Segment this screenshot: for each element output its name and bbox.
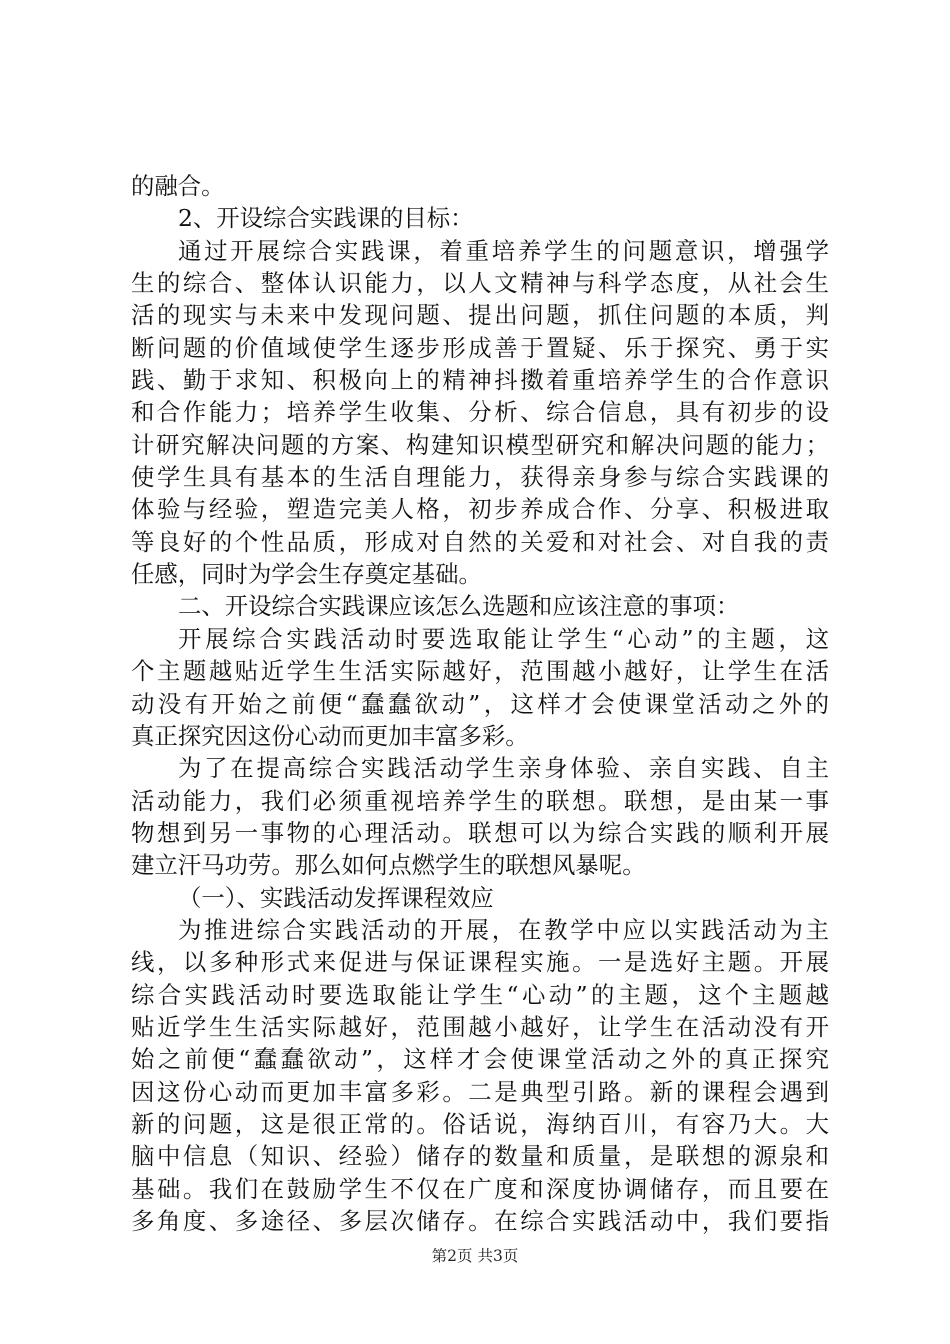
paragraph-line: 始之前便“蠢蠢欲动”，这样才会使课堂活动之外的真正探究 <box>131 1045 829 1074</box>
paragraph-first-line: 为了在提高综合实践活动学生亲身体验、亲自实践、自主 <box>178 754 829 783</box>
paragraph-line: 新的问题，这是很正常的。俗话说，海纳百川，有容乃大。大 <box>131 1109 829 1138</box>
paragraph-line: 使学生具有基本的生活自理能力，获得亲身参与综合实践课的 <box>131 463 829 492</box>
paragraph-line: 物想到另一事物的心理活动。联想可以为综合实践的顺利开展 <box>131 818 829 847</box>
paragraph-first-line: 的融合。 <box>131 172 225 200</box>
paragraph-line: 体验与经验，塑造完美人格，初步养成合作、分享、积极进取 <box>131 495 829 524</box>
paragraph-line: 活动能力，我们必须重视培养学生的联想。联想，是由某一事 <box>131 786 829 815</box>
paragraph-line: 基础。我们在鼓励学生不仅在广度和深度协调储存，而且要在 <box>131 1174 829 1203</box>
paragraph-line: 个主题越贴近学生生活实际越好，范围越小越好，让学生在活 <box>131 657 829 686</box>
paragraph-line: 综合实践活动时要选取能让学生“心动”的主题，这个主题越 <box>131 980 829 1009</box>
paragraph-line: 断问题的价值域使学生逐步形成善于置疑、乐于探究、勇于实 <box>131 333 829 362</box>
paragraph-line: 生的综合、整体认识能力，以人文精神与科学态度，从社会生 <box>131 269 829 298</box>
paragraph-line: 活的现实与未来中发现问题、提出问题，抓住问题的本质，判 <box>131 301 829 330</box>
paragraph-line: 践、勤于求知、积极向上的精神抖擞着重培养学生的合作意识 <box>131 366 829 395</box>
paragraph-first-line: 为推进综合实践活动的开展，在教学中应以实践活动为主 <box>178 915 829 944</box>
paragraph-line: 动没有开始之前便“蠢蠢欲动”，这样才会使课堂活动之外的 <box>131 689 829 718</box>
paragraph-line: 贴近学生生活实际越好，范围越小越好，让学生在活动没有开 <box>131 1012 829 1041</box>
paragraph-first-line: 2、开设综合实践课的目标： <box>178 204 474 233</box>
page-footer: 第2页 共3页 <box>431 1247 519 1265</box>
paragraph-line: 和合作能力；培养学生收集、分析、综合信息，具有初步的设 <box>131 398 829 427</box>
paragraph-first-line: 开展综合实践活动时要选取能让学生“心动”的主题，这 <box>178 624 829 653</box>
paragraph-first-line: 通过开展综合实践课，着重培养学生的问题意识，增强学 <box>178 236 829 265</box>
paragraph-first-line: （一）、实践活动发挥课程效应 <box>178 883 494 912</box>
paragraph-line: 等良好的个性品质，形成对自然的关爱和对社会、对自我的责 <box>131 527 829 556</box>
paragraph-line: 脑中信息（知识、经验）储存的数量和质量，是联想的源泉和 <box>131 1142 829 1171</box>
paragraph-line: 计研究解决问题的方案、构建知识模型研究和解决问题的能力； <box>131 430 829 459</box>
paragraph-line: 线，以多种形式来促进与保证课程实施。一是选好主题。开展 <box>131 948 829 977</box>
paragraph-line: 因这份心动而更加丰富多彩。二是典型引路。新的课程会遇到 <box>131 1077 829 1106</box>
paragraph-line: 任感，同时为学会生存奠定基础。 <box>131 560 482 589</box>
paragraph-line: 建立汗马功劳。那么如何点燃学生的联想风暴呢。 <box>131 851 646 880</box>
document-body <box>131 170 829 1237</box>
paragraph-line: 多角度、多途径、多层次储存。在综合实践活动中，我们要指 <box>131 1207 829 1235</box>
paragraph-first-line: 二、开设综合实践课应该怎么选题和应该注意的事项： <box>178 592 740 621</box>
paragraph-line: 真正探究因这份心动而更加丰富多彩。 <box>131 721 529 750</box>
